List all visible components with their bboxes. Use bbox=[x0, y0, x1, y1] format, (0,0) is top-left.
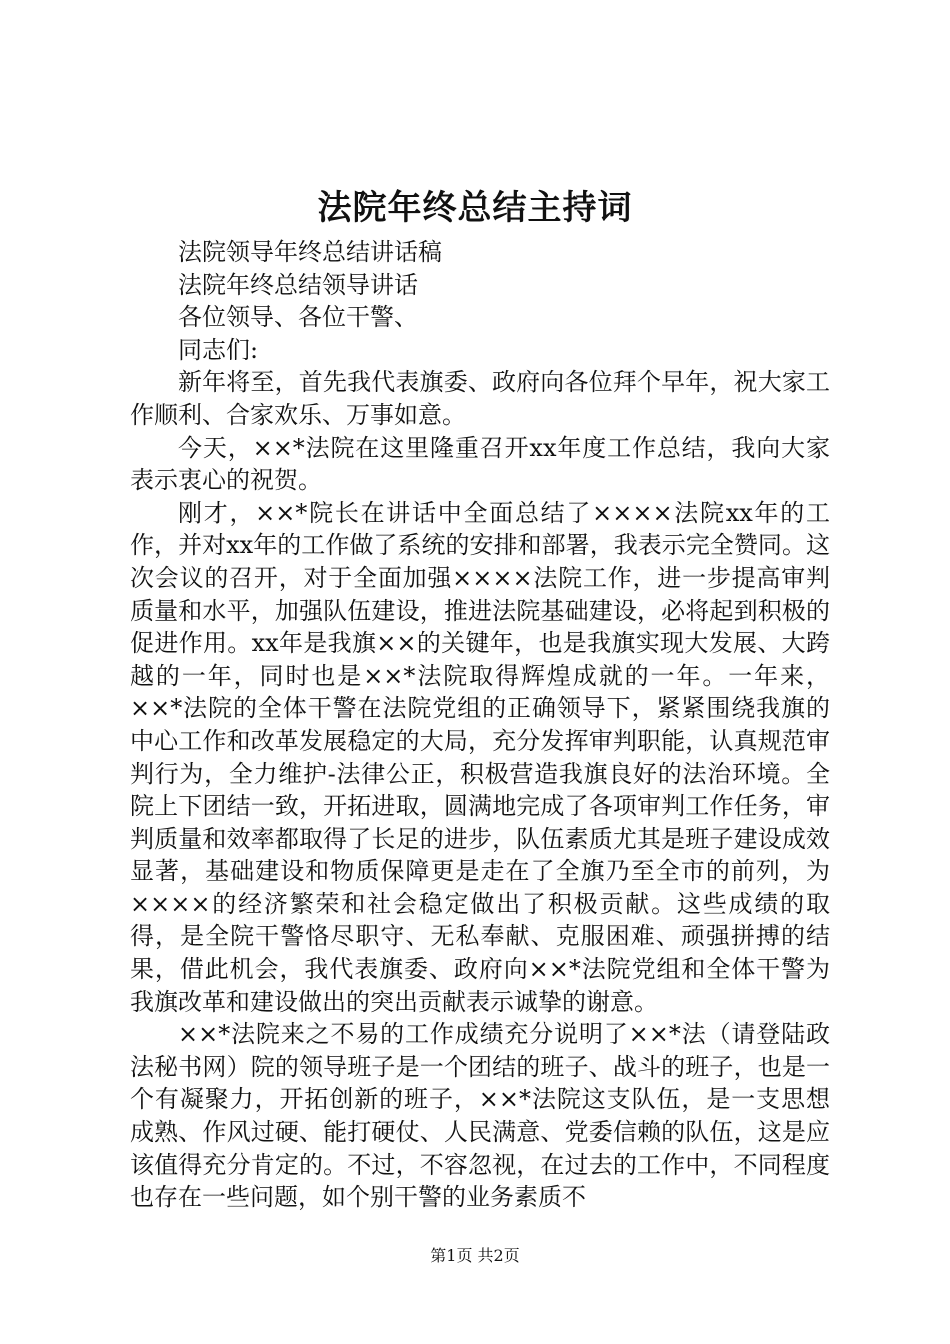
document-title: 法院年终总结主持词 bbox=[317, 188, 633, 228]
paragraph-salutation-1: 各位领导、各位干警、 bbox=[178, 303, 418, 332]
paragraph-salutation-2: 同志们: bbox=[178, 335, 259, 364]
document-body bbox=[130, 236, 830, 1214]
paragraph-summary: 刚才，××*院长在讲话中全面总结了××××法院xx年的工作，并对xx年的工作做了系统的安排和部署，我表示完全赞同。这次会议的召开，对于全面加强××××法院工作，进一步提高审判质量和水平，加强队伍建设，推进法院基础建设，必将起到积极的促进作用。xx年是我旗××的关键年，也是我旗实现大发展、大跨越的一年，同时也是××*法院取得辉煌成就的一年。一年来，××*法院的全体干警在法院党组的正确领导下，紧紧围绕我旗的中心工作和改革发展稳定的大局，充分发挥审判职能，认真规范审判行为，全力维护-法律公正，积极营造我旗良好的法治环境。全院上下团结一致，开拓进取，圆满地完成了各项审判工作任务，审判质量和效率都取得了长足的进步，队伍素质尤其是班子建设成效显著，基础建设和物质保障更是走在了全旗乃至全市的前列，为××××的经济繁荣和社会稳定做出了积极贡献。这些成绩的取得，是全院干警恪尽职守、无私奉献、克服困难、顽强拼搏的结果，借此机会，我代表旗委、政府向××*法院党组和全体干警为我旗改革和建设做出的突出贡献表示诚挚的谢意。 bbox=[130, 498, 830, 1016]
paragraph-greeting: 新年将至，首先我代表旗委、政府向各位拜个早年，祝大家工作顺利、合家欢乐、万事如意。 bbox=[130, 368, 830, 429]
paragraph-subtitle-2: 法院年终总结领导讲话 bbox=[178, 270, 418, 299]
page-number-footer: 第1页 共2页 bbox=[430, 1246, 520, 1265]
paragraph-congratulations: 今天，××*法院在这里隆重召开xx年度工作总结，我向大家表示衷心的祝贺。 bbox=[130, 433, 830, 495]
paragraph-achievements: ××*法院来之不易的工作成绩充分说明了××*法（请登陆政法秘书网）院的领导班子是一个团结的班子、战斗的班子，也是一个有凝聚力，开拓创新的班子，××*法院这支队伍，是一支思想成熟、作风过硬、能打硬仗、人民满意、党委信赖的队伍，这是应该值得充分肯定的。不过，不容忽视，在过去的工作中，不同程度也存在一些问题，如个别干警的业务素质不 bbox=[130, 1020, 830, 1212]
paragraph-subtitle-1: 法院领导年终总结讲话稿 bbox=[178, 238, 442, 266]
